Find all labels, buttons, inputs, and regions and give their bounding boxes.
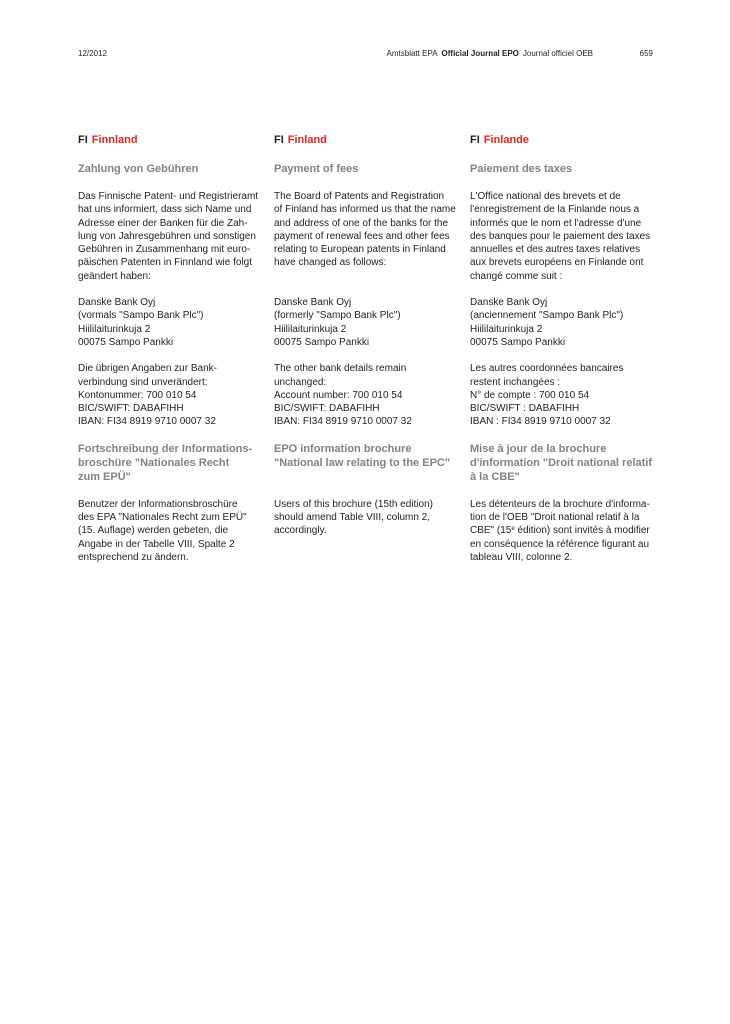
text-line: tion de l'OEB "Droit national relatif à la <box>470 512 640 524</box>
text-line: Users of this brochure (15th edition) <box>274 498 433 510</box>
text-line: Benutzer der Informationsbroschüre <box>78 498 238 510</box>
superscript: e <box>511 526 515 533</box>
text-line: Account number: 700 010 54 <box>274 389 403 401</box>
intro-paragraph <box>274 190 460 283</box>
page-header <box>78 49 653 63</box>
text-line: geändert haben: <box>78 270 151 282</box>
country-code: FI <box>78 134 88 146</box>
text-line: relating to European patents in Finland <box>274 244 446 256</box>
text-line: Hiililaiturinkuja 2 <box>470 323 543 335</box>
country-heading <box>78 134 264 148</box>
section-heading-brochure <box>274 442 460 484</box>
text-line: payment of renewal fees and other fees <box>274 230 450 242</box>
bank-address <box>470 296 656 349</box>
text-line: Adresse einer der Banken für die Zah- <box>78 217 248 229</box>
page-number: 659 <box>639 49 653 58</box>
heading-line: à la CBE" <box>470 470 520 483</box>
text-line: lung von Jahresgebühren und sonstigen <box>78 230 256 242</box>
text-line: Hiililaiturinkuja 2 <box>78 323 151 335</box>
text-line: L'Office national des brevets et de <box>470 191 621 202</box>
country-code: FI <box>274 134 284 146</box>
text-line: Das Finnische Patent- und Registrieramt <box>78 191 259 202</box>
text-line-spacer <box>274 270 460 283</box>
text-line: en conséquence la référence figurant au <box>470 538 650 550</box>
text-line: annuelles et des autres taxes relatives <box>470 244 641 256</box>
text-line: Les autres coordonnées bancaires <box>470 363 624 375</box>
closing-paragraph <box>78 498 264 564</box>
intro-paragraph <box>470 190 656 283</box>
text-line: Danske Bank Oyj <box>470 297 548 309</box>
text-line: 00075 Sampo Pankki <box>274 336 370 348</box>
heading-line: Mise à jour de la brochure <box>470 442 607 455</box>
heading-line-spacer <box>274 470 460 484</box>
heading-line: "National law relating to the EPC" <box>274 456 451 469</box>
column-english <box>274 134 460 551</box>
text-line: aux brevets européens en Finlande ont <box>470 257 644 269</box>
text-line: (15. Auflage) werden gebeten, die <box>78 525 229 537</box>
text-line: BIC/SWIFT: DABAFIHH <box>78 403 184 415</box>
text-line: accordingly. <box>274 525 327 537</box>
journal-title-en: Official Journal EPO <box>441 49 519 58</box>
text-line: IBAN: FI34 8919 9710 0007 32 <box>274 416 412 428</box>
column-french <box>470 134 656 577</box>
text-line: N° de compte : 700 010 54 <box>470 389 590 401</box>
country-heading <box>470 134 656 148</box>
text-line: and address of one of the banks for the <box>274 217 449 229</box>
country-name: Finland <box>287 134 327 146</box>
section-heading-brochure <box>78 442 264 484</box>
section-heading-brochure <box>470 442 656 484</box>
column-german <box>78 134 264 577</box>
text-line: of Finland has informed us that the name <box>274 204 456 216</box>
text-line: Danske Bank Oyj <box>274 297 352 309</box>
intro-paragraph <box>78 190 264 283</box>
text-line: (anciennement "Sampo Bank Plc") <box>470 310 624 322</box>
text-line: l'enregistrement de la Finlande nous a <box>470 204 640 216</box>
journal-title-fr: Journal officiel OEB <box>522 49 593 58</box>
text-line: päischen Patenten in Finnland wie folgt <box>78 257 253 269</box>
text-line: 00075 Sampo Pankki <box>78 336 174 348</box>
text-line: Die übrigen Angaben zur Bank- <box>78 363 217 375</box>
text-line: IBAN : FI34 8919 9710 0007 32 <box>470 416 611 428</box>
country-code: FI <box>470 134 480 146</box>
closing-paragraph <box>274 498 460 538</box>
country-heading <box>274 134 460 148</box>
bank-details <box>78 362 264 428</box>
journal-title-de: Amtsblatt EPA <box>386 49 438 58</box>
heading-line: Fortschreibung der Informations- <box>78 442 253 455</box>
text-line: (vormals "Sampo Bank Plc") <box>78 310 204 322</box>
text-line: Gebühren in Zusammenhang mit euro- <box>78 244 251 256</box>
section-heading-fees: Paiement des taxes <box>470 163 573 175</box>
text-fragment: CBE" (15 <box>470 525 512 537</box>
text-line: changé comme suit : <box>470 270 563 282</box>
country-name: Finnland <box>91 134 138 146</box>
text-line: entsprechend zu ändern. <box>78 551 189 563</box>
text-line: The Board of Patents and Registration <box>274 191 445 202</box>
text-line: BIC/SWIFT: DABAFIHH <box>274 403 380 415</box>
heading-line: d'information "Droit national relatif <box>470 456 652 469</box>
text-line: restent inchangées : <box>470 376 561 388</box>
text-fragment: édition) sont invités à modifier <box>514 525 650 537</box>
text-line: IBAN: FI34 8919 9710 0007 32 <box>78 416 216 428</box>
issue-date: 12/2012 <box>78 49 107 58</box>
text-line: 00075 Sampo Pankki <box>470 336 566 348</box>
country-name: Finlande <box>483 134 530 146</box>
section-heading-fees: Payment of fees <box>274 163 359 175</box>
text-line-edition <box>470 524 656 537</box>
text-line: hat uns informiert, dass sich Name und <box>78 204 252 216</box>
text-line: BIC/SWIFT : DABAFIHH <box>470 403 580 415</box>
bank-address <box>274 296 460 349</box>
heading-line: zum EPÜ" <box>78 470 131 483</box>
text-line: unchanged: <box>274 376 327 388</box>
text-line: Kontonummer: 700 010 54 <box>78 389 197 401</box>
heading-line: broschüre "Nationales Recht <box>78 456 230 469</box>
text-line: The other bank details remain <box>274 363 407 375</box>
bank-address <box>78 296 264 349</box>
text-line: Les détenteurs de la brochure d'informa- <box>470 498 650 510</box>
bank-details <box>470 362 656 428</box>
journal-title <box>387 49 593 58</box>
text-line: Hiililaiturinkuja 2 <box>274 323 347 335</box>
text-line: des banques pour le paiement des taxes <box>470 230 651 242</box>
text-line: informés que le nom et l'adresse d'une <box>470 217 642 229</box>
text-line: (formerly "Sampo Bank Plc") <box>274 310 401 322</box>
text-line: Angabe in der Tabelle VIII, Spalte 2 <box>78 538 235 550</box>
heading-line: EPO information brochure <box>274 442 412 455</box>
text-line: Danske Bank Oyj <box>78 297 156 309</box>
text-line: des EPA "Nationales Recht zum EPÜ" <box>78 512 247 524</box>
text-line: should amend Table VIII, column 2, <box>274 512 431 524</box>
text-line: tableau VIII, colonne 2. <box>470 551 573 563</box>
section-heading-fees: Zahlung von Gebühren <box>78 163 199 175</box>
closing-paragraph <box>470 498 656 564</box>
text-line: have changed as follows: <box>274 257 387 269</box>
bank-details <box>274 362 460 428</box>
text-line: verbindung sind unverändert: <box>78 376 208 388</box>
